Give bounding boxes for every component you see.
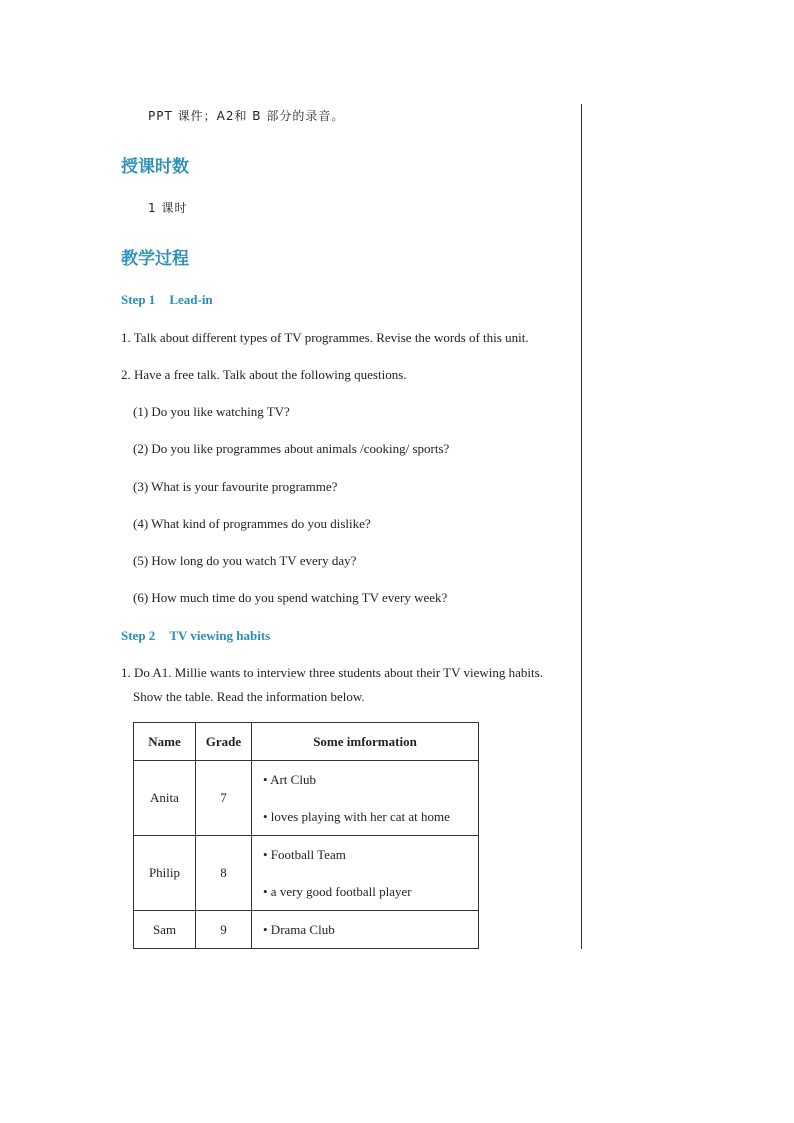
question-4: (4) What kind of programmes do you dislike?: [133, 516, 371, 531]
cell-name: Anita: [134, 761, 196, 836]
header-grade: Grade: [196, 723, 252, 761]
header-info: Some imformation: [252, 723, 479, 761]
info-bullet: • Drama Club: [263, 921, 335, 937]
cell-grade: 8: [196, 836, 252, 911]
step2-label: Step 2: [121, 628, 156, 643]
cell-info: [252, 836, 479, 911]
question-1: (1) Do you like watching TV?: [133, 404, 290, 419]
cell-grade: 9: [196, 911, 252, 949]
cell-name: Sam: [134, 911, 196, 949]
table-header-row: [134, 723, 479, 761]
section-heading-process: 教学过程: [121, 249, 189, 269]
info-bullet: • a very good football player: [263, 883, 412, 899]
step1-label: Step 1: [121, 292, 156, 307]
table-row: [134, 761, 479, 836]
materials-text: PPT 课件；A2和 B 部分的录音。: [148, 109, 345, 123]
table-row: [134, 836, 479, 911]
step2-heading: [121, 628, 270, 644]
cell-grade: 7: [196, 761, 252, 836]
header-name: Name: [134, 723, 196, 761]
hours-text: 1 课时: [148, 201, 188, 215]
step2-item-1-line-2: Show the table. Read the information below.: [133, 689, 365, 704]
info-bullet: • loves playing with her cat at home: [263, 808, 450, 824]
step1-item-2: 2. Have a free talk. Talk about the following questions.: [121, 367, 407, 382]
step1-title: Lead-in: [169, 292, 213, 307]
step1-heading: [121, 292, 213, 308]
student-info-table: [133, 722, 479, 949]
step2-title: TV viewing habits: [169, 628, 271, 643]
cell-info: [252, 761, 479, 836]
info-bullet: • Football Team: [263, 846, 346, 862]
section-heading-hours: 授课时数: [121, 157, 189, 177]
question-3: (3) What is your favourite programme?: [133, 479, 338, 494]
step2-item-1-line-1: 1. Do A1. Millie wants to interview three students about their TV viewing habits.: [121, 665, 543, 680]
question-5: (5) How long do you watch TV every day?: [133, 553, 357, 568]
question-2: (2) Do you like programmes about animals /cooking/ sports?: [133, 441, 450, 456]
info-bullet: • Art Club: [263, 771, 316, 787]
cell-info: [252, 911, 479, 949]
table-row: [134, 911, 479, 949]
margin-rule: [581, 104, 582, 949]
question-6: (6) How much time do you spend watching TV every week?: [133, 590, 448, 605]
cell-name: Philip: [134, 836, 196, 911]
step1-item-1: 1. Talk about different types of TV programmes. Revise the words of this unit.: [121, 330, 529, 345]
